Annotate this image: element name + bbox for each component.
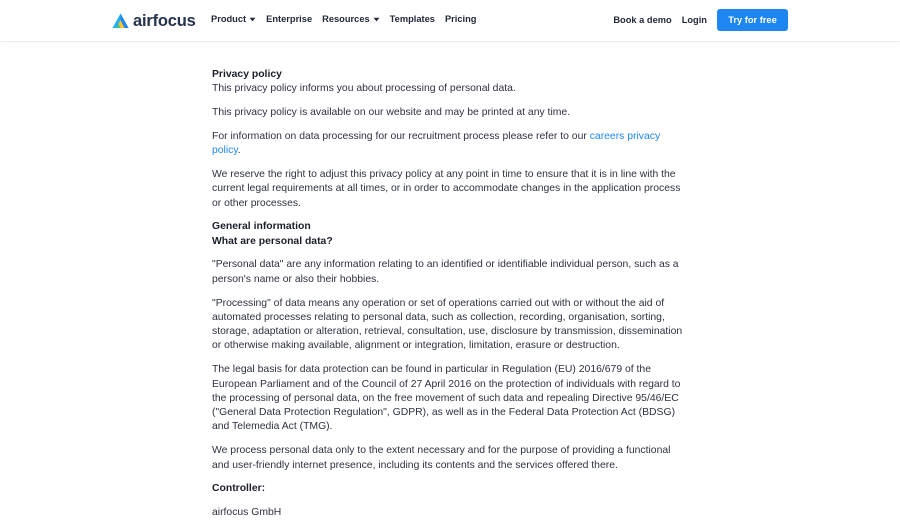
nav-pricing[interactable] [445,14,477,24]
airfocus-logo[interactable] [112,12,196,30]
personal-data-heading: What are personal data? [212,235,333,247]
nav-templates-label: Templates [389,14,435,24]
paragraph-reserve-right: We reserve the right to adjust this privacy policy at any point in time to ensure that it is in line with the current legal requirements at all times, or in order to accommodate changes in the application process or other processes. [212,168,681,209]
nav-product-label: Product [211,14,247,24]
paragraph-legal-basis: The legal basis for data protection can be found in particular in Regulation (EU) 2016/679 of the European Parliament and of the Council of 27 April 2016 on the protection of individuals with regard to the processing of personal data, on the free movement of such data and repealing Directive 95/46/EC ("General Data Protection Regulation", GDPR), as well as in the Federal Data Protection Act (BDSG) and Telemedia Act (TMG). [212,364,681,433]
privacy-policy-heading: Privacy policy [212,69,282,80]
nav-resources-label: Resources [322,14,370,24]
try-for-free-button[interactable]: Try for free [717,9,788,31]
paragraph-processing: "Processing" of data means any operation or set of operations carried out with or without the aid of automated processes relating to personal data, such as collection, recording, organisation, sorting, storage, adaptation or alteration, retrieval, consultation, use, disclosure by transmission, dissemination or otherwise making available, alignment or integration, limitation, erasure or destruction. [212,297,683,352]
nav-actions [613,9,788,31]
general-information-heading: General information [212,221,311,233]
chevron-down-icon [249,17,256,22]
paragraph-purpose: We process personal data only to the extent necessary and for the purpose of providing a functional and user-friendly internet presence, including its contents and the services offered there. [212,445,671,471]
recruitment-text: For information on data processing for our recruitment process please refer to our [212,130,590,142]
privacy-policy-content [212,68,690,530]
login-link[interactable]: Login [681,15,707,25]
nav-pricing-label: Pricing [444,14,477,24]
airfocus-logo-icon [112,13,129,29]
controller-heading: Controller: [212,483,266,495]
top-navigation-bar [0,0,900,42]
main-nav [211,14,486,24]
chevron-down-icon [373,17,380,22]
nav-enterprise[interactable] [266,14,312,24]
recruitment-text-end: . [237,145,241,157]
nav-enterprise-label: Enterprise [266,14,313,24]
nav-resources[interactable] [322,14,380,24]
careers-privacy-policy-link[interactable]: careers privacy policy [212,130,661,157]
nav-templates[interactable] [390,14,435,24]
paragraph-personal-data: "Personal data" are any information relating to an identified or identifiable individual person, such as a person's name or also their hobbies. [212,259,679,285]
paragraph-intro: This privacy policy informs you about processing of personal data. [212,83,516,95]
paragraph-availability: This privacy policy is available on our website and may be printed at any time. [212,107,571,119]
logo-wordmark: airfocus [133,11,196,30]
book-demo-link[interactable]: Book a demo [613,15,672,25]
nav-product[interactable] [211,14,256,24]
paragraph-recruitment [212,130,690,159]
controller-name: airfocus GmbH [212,507,282,519]
